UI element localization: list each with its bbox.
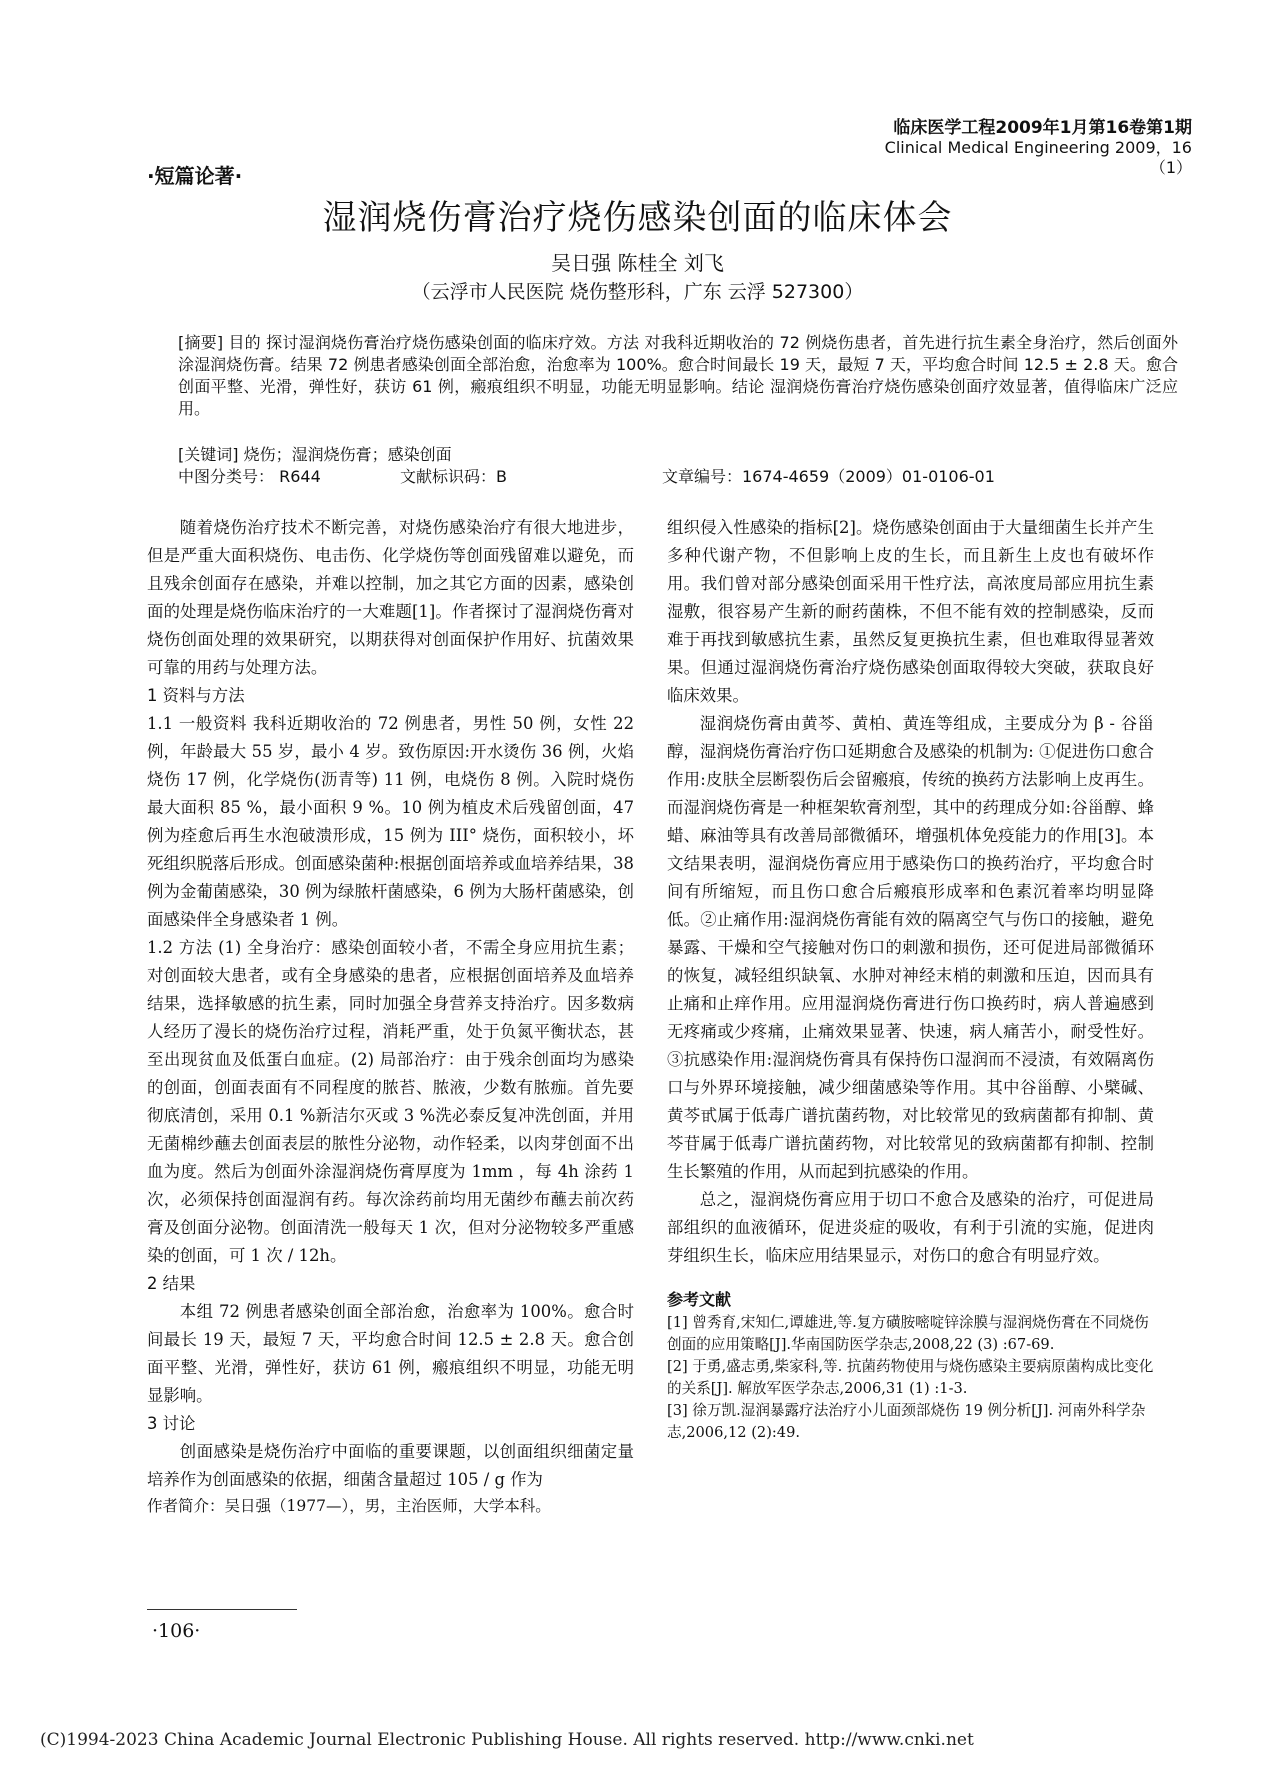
authors: 吴日强 陈桂全 刘飞 [551, 251, 724, 275]
references-heading: 参考文献 [667, 1290, 732, 1309]
clc-number: 中图分类号： R644 [178, 467, 321, 486]
reference-item: [1] 曾秀育,宋知仁,谭雄进,等.复方磺胺嘧啶锌涂膜与湿润烧伤膏在不同烧伤创面的应用策略[J].华南国防医学杂志,2008,22 (3) :67-69. [667, 1314, 1149, 1353]
article-title: 湿润烧伤膏治疗烧伤感染创面的临床体会 [322, 198, 953, 238]
article-number: 文章编号：1674-4659（2009）01-0106-01 [662, 467, 995, 486]
reference-item: [3] 徐万凯.湿润暴露疗法治疗小儿面颈部烧伤 19 例分析[J]. 河南外科学杂志,2006,12 (2):49. [667, 1402, 1146, 1441]
keywords: [关键词] 烧伤；湿润烧伤膏；感染创面 [178, 445, 452, 464]
journal-name-english: Clinical Medical Engineering 2009，16（1） [884, 138, 1192, 177]
reference-item: [2] 于勇,盛志勇,柴家科,等. 抗菌药物使用与烧伤感染主要病原菌构成比变化的关系[J]. 解放军医学杂志,2006,31 (1) :1-3. [667, 1358, 1154, 1397]
affiliation: （云浮市人民医院 烧伤整形科，广东 云浮 527300） [411, 281, 864, 303]
mechanism-paragraph: 湿润烧伤膏由黄芩、黄柏、黄连等组成，主要成分为 β - 谷甾醇，湿润烧伤膏治疗伤口延期愈合及感染的机制为: ①促进伤口愈合作用:皮肤全层断裂伤后会留瘢痕，传统的换药方法影响上皮再生。而湿润烧伤膏是一种框架软膏剂型，其中的药理成分如:谷甾醇、蜂蜡、麻油等具有改善局部微循环，增强机体免疫能力的作用[3]。本文结果表明，湿润烧伤膏应用于感染伤口的换药治疗，平均愈合时间有所缩短，而且伤口愈合后瘢痕形成率和色素沉着率均明显降低。②止痛作用:湿润烧伤膏能有效的隔离空气与伤口的接触，避免暴露、干燥和空气接触对伤口的刺激和损伤，还可促进局部微循环的恢复，减轻组织缺氧、水肿对神经末梢的刺激和压迫，因而具有止痛和止痒作用。应用湿润烧伤膏进行伤口换药时，病人普遍感到无疼痛或少疼痛，止痛效果显著、快速，病人痛苦小，耐受性好。③抗感染作用:湿润烧伤膏具有保持伤口湿润而不浸渍，有效隔离伤口与外界环境接触，减少细菌感染等作用。其中谷甾醇、小檗碱、黄芩甙属于低毒广谱抗菌药物，对比较常见的致病菌都有抑制、黄芩苷属于低毒广谱抗菌药物，对比较常见的致病菌都有抑制、控制生长繁殖的作用，从而起到抗感染的作用。 [667, 714, 1154, 1181]
document-code: 文献标识码：B [400, 467, 507, 486]
left-column [147, 514, 634, 1518]
section-heading-methods: 1 资料与方法 [147, 686, 245, 705]
section-heading-discussion: 3 讨论 [147, 1414, 196, 1433]
right-column [667, 514, 1154, 1444]
journal-name-issue: 临床医学工程2009年1月第16卷第1期 [893, 118, 1192, 138]
footnote-divider [147, 1609, 297, 1610]
discussion-continued: 组织侵入性感染的指标[2]。烧伤感染创面由于大量细菌生长并产生多种代谢产物，不但影响上皮的生长，而且新生上皮也有破坏作用。我们曾对部分感染创面采用干性疗法，高浓度局部应用抗生素湿敷，很容易产生新的耐药菌株，不但不能有效的控制感染，反而难于再找到敏感抗生素，虽然反复更换抗生素，但也难取得显著效果。但通过湿润烧伤膏治疗烧伤感染创面取得较大突破，获取良好临床效果。 [667, 518, 1154, 705]
results-paragraph: 本组 72 例患者感染创面全部治愈，治愈率为 100%。愈合时间最长 19 天，最短 7 天，平均愈合时间 12.5 ± 2.8 天。愈合创面平整、光滑，弹性好，获访 61 例，瘢痕组织不明显，功能无明显影响。 [147, 1302, 634, 1405]
discussion-paragraph: 创面感染是烧伤治疗中面临的重要课题，以创面组织细菌定量培养作为创面感染的依据，细菌含量超过 105 / g 作为 [147, 1442, 634, 1489]
journal-header [852, 118, 1192, 177]
copyright-notice: (C)1994-2023 China Academic Journal Electronic Publishing House. All rights reserved. http://www.cnki.net [40, 1730, 974, 1750]
author-note: 作者简介：吴日强（1977—），男，主治医师，大学本科。 [147, 1497, 551, 1515]
abstract: [摘要] 目的 探讨湿润烧伤膏治疗烧伤感染创面的临床疗效。方法 对我科近期收治的 72 例烧伤患者，首先进行抗生素全身治疗，然后创面外涂湿润烧伤膏。结果 72 例患者感染创面全部治愈，治愈率为 100%。愈合时间最长 19 天，最短 7 天，平均愈合时间 12.5 ± 2.8 天。愈合创面平整、光滑，弹性好，获访 61 例，瘢痕组织不明显，功能无明显影响。结论 湿润烧伤膏治疗烧伤感染创面疗效显著，值得临床广泛应用。 [178, 333, 1178, 418]
section-tag: ·短篇论著· [147, 164, 243, 188]
section-heading-results: 2 结果 [147, 1274, 196, 1293]
page-number: ·106· [152, 1620, 201, 1642]
intro-paragraph: 随着烧伤治疗技术不断完善，对烧伤感染治疗有很大地进步，但是严重大面积烧伤、电击伤、化学烧伤等创面残留难以避免，而且残余创面存在感染，并难以控制，加之其它方面的因素，感染创面的处理是烧伤临床治疗的一大难题[1]。作者探讨了湿润烧伤膏对烧伤创面处理的效果研究，以期获得对创面保护作用好、抗菌效果可靠的用药与处理方法。 [147, 518, 634, 677]
conclusion-paragraph: 总之，湿润烧伤膏应用于切口不愈合及感染的治疗，可促进局部组织的血液循环，促进炎症的吸收，有利于引流的实施，促进肉芽组织生长，临床应用结果显示，对伤口的愈合有明显疗效。 [667, 1190, 1154, 1265]
general-data-paragraph: 1.1 一般资料 我科近期收治的 72 例患者，男性 50 例，女性 22 例，年龄最大 55 岁，最小 4 岁。致伤原因:开水烫伤 36 例，火焰烧伤 17 例，化学烧伤(沥青等) 11 例，电烧伤 8 例。入院时烧伤最大面积 85 %，最小面积 9 %。10 例为植皮术后残留创面，47 例为痊愈后再生水泡破溃形成，15 例为 III° 烧伤，面积较小，坏死组织脱落后形成。创面感染菌种:根据创面培养或血培养结果，38 例为金葡菌感染，30 例为绿脓杆菌感染，6 例为大肠杆菌感染，创面感染伴全身感染者 1 例。 [147, 714, 634, 929]
methods-paragraph: 1.2 方法 (1) 全身治疗：感染创面较小者，不需全身应用抗生素；对创面较大患者，或有全身感染的患者，应根据创面培养及血培养结果，选择敏感的抗生素，同时加强全身营养支持治疗。因多数病人经历了漫长的烧伤治疗过程，消耗严重，处于负氮平衡状态，甚至出现贫血及低蛋白血症。(2) 局部治疗：由于残余创面均为感染的创面，创面表面有不同程度的脓苔、脓液，少数有脓痂。首先要彻底清创，采用 0.1 %新洁尔灭或 3 %洗必泰反复冲洗创面，并用无菌棉纱蘸去创面表层的脓性分泌物，动作轻柔，以肉芽创面不出血为度。然后为创面外涂湿润烧伤膏厚度为 1mm ，每 4h 涂药 1 次，必须保持创面湿润有药。每次涂药前均用无菌纱布蘸去前次药膏及创面分泌物。创面清洗一般每天 1 次，但对分泌物较多严重感染的创面，可 1 次 / 12h。 [147, 938, 634, 1265]
